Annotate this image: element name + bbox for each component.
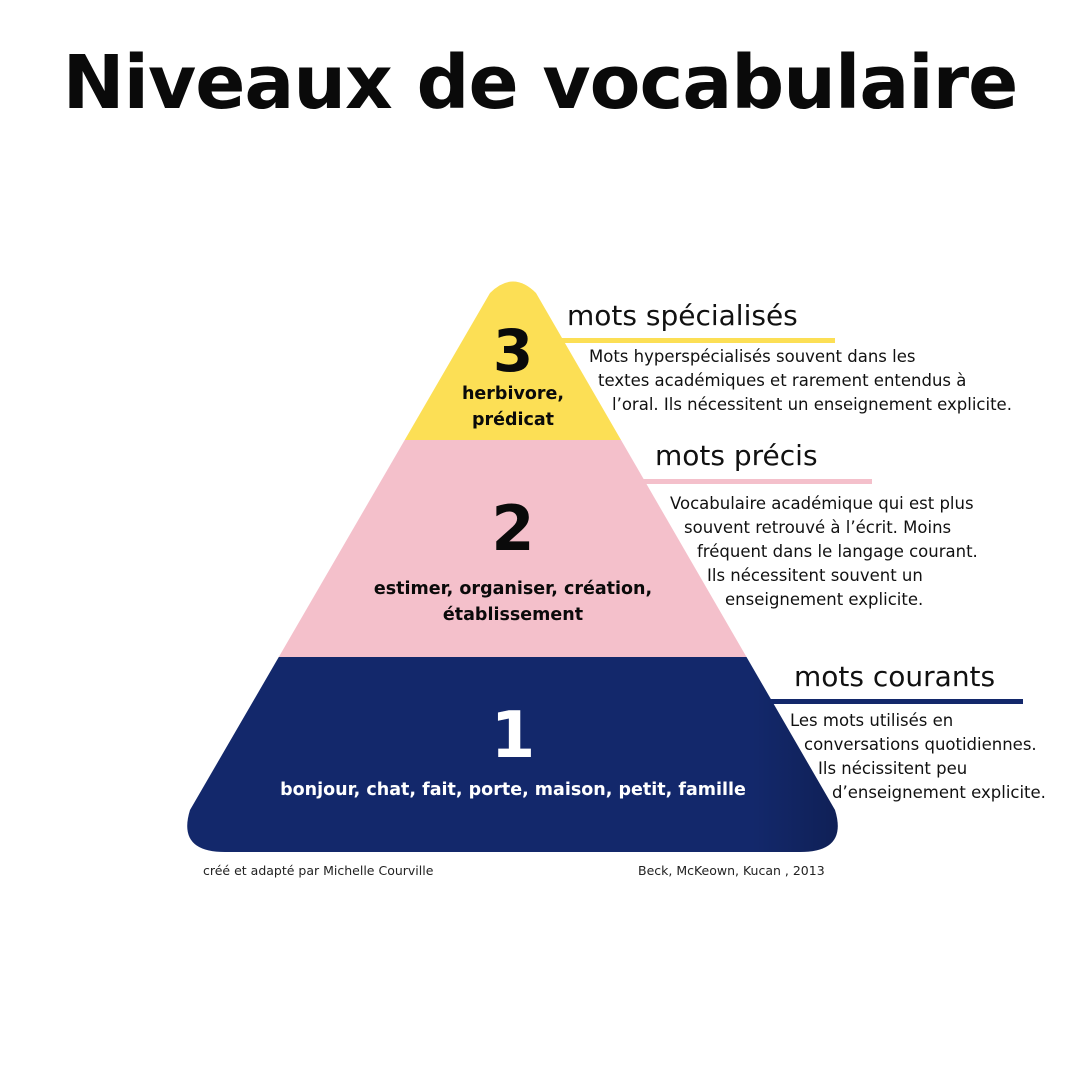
tier-3-example-line: prédicat (471, 410, 555, 430)
tier-1-description-line: conversations quotidiennes. (804, 735, 1037, 754)
tier-1-underline (770, 699, 1023, 704)
tier-2-examples (343, 576, 683, 628)
tier-1-description-line: Les mots utilisés en (790, 711, 954, 730)
tier-1-side-title: mots courants (794, 660, 996, 693)
tier-2-description-line: fréquent dans le langage courant. (697, 542, 978, 561)
tier-2-description-line: Ils nécessitent souvent un (707, 566, 923, 585)
tier-1-number: 1 (490, 699, 536, 773)
tier-1-examples (243, 777, 783, 803)
tier-1-description-line: Ils nécissitent peu (818, 759, 968, 778)
tier-3-description-line: l’oral. Ils nécessitent un enseignement explicite. (612, 395, 1012, 414)
credit-author: créé et adapté par Michelle Courville (203, 863, 434, 878)
tier-3-number: 3 (492, 317, 534, 385)
tier-3-side-title: mots spécialisés (567, 299, 798, 332)
tier-1-example-line: bonjour, chat, fait, porte, maison, petit, famille (280, 780, 746, 800)
tier-3-examples (413, 381, 613, 433)
tier-2-example-line: établissement (442, 605, 584, 625)
tier-3-description-line: textes académiques et rarement entendus à (598, 371, 967, 390)
tier-3-example-line: herbivore, (461, 384, 565, 404)
tier-2-example-line: estimer, organiser, création, (373, 579, 653, 599)
tier-3-underline (545, 338, 835, 343)
tier-1-description-line: d’enseignement explicite. (832, 783, 1046, 802)
tier-3-description-line: Mots hyperspécialisés souvent dans les (589, 347, 916, 366)
tier-2-underline (635, 479, 872, 484)
tier-2-side-title: mots précis (655, 439, 818, 472)
tier-2-description-line: enseignement explicite. (725, 590, 924, 609)
tier-2-description-line: souvent retrouvé à l’écrit. Moins (684, 518, 952, 537)
credit-source: Beck, McKeown, Kucan , 2013 (638, 863, 825, 878)
page-title: Niveaux de vocabulaire (62, 40, 1018, 126)
tier-2-number: 2 (491, 492, 535, 565)
tier-2-description-line: Vocabulaire académique qui est plus (670, 494, 974, 513)
